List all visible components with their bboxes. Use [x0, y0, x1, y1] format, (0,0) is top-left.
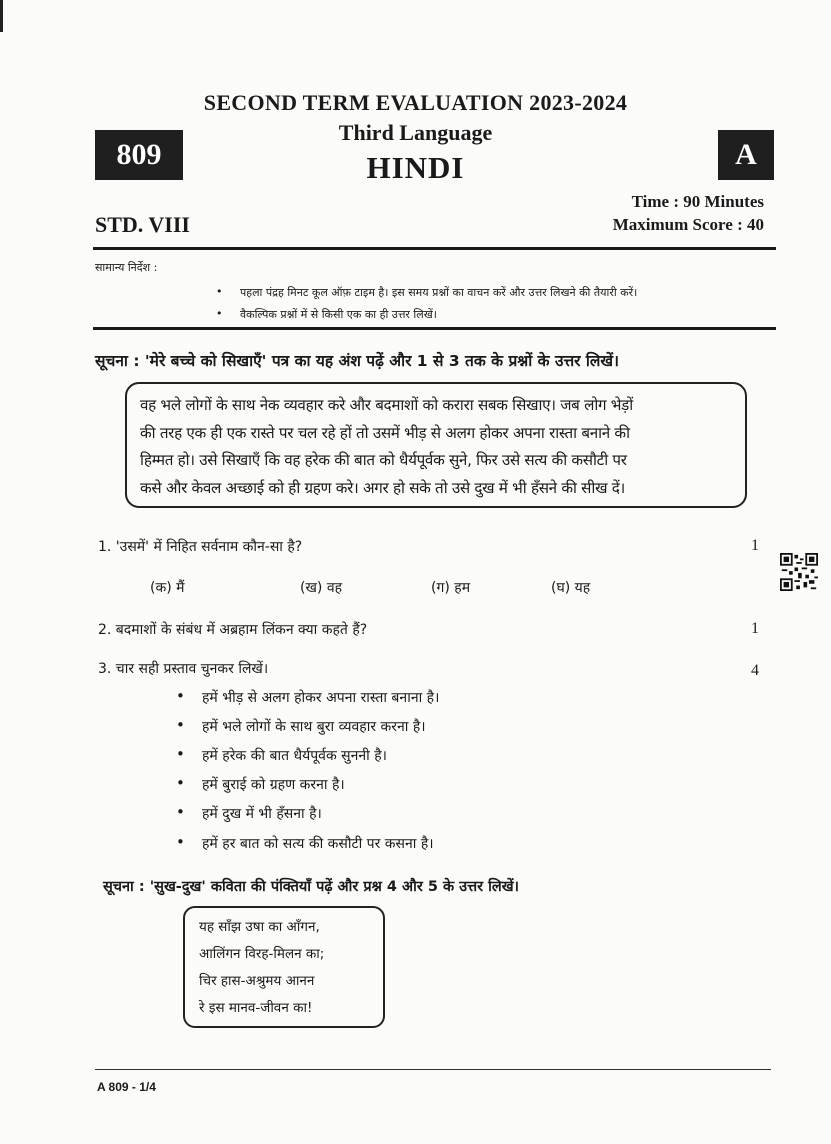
exam-title: SECOND TERM EVALUATION 2023-2024: [203, 90, 628, 115]
bullet-icon: •: [176, 803, 185, 821]
section1-notice: सूचना : 'मेरे बच्चे को सिखाएँ' पत्र का यह अंश पढ़ें और 1 से 3 तक के प्रश्नों के उत्तर लिखें।: [95, 352, 619, 370]
poem-line: चिर हास-अश्रुमय आनन: [199, 973, 315, 989]
qr-code-icon: [780, 553, 818, 591]
poem-line: यह साँझ उषा का आँगन,: [199, 919, 320, 935]
passage-box: [125, 382, 747, 508]
bullet-icon: •: [176, 833, 185, 851]
passage-line: कसे और केवल अच्छाई को ही ग्रहण करे। अगर हो सके तो उसे दुख में भी हँसने की सीख दें।: [140, 478, 625, 497]
bullet-icon: •: [176, 687, 185, 705]
language-level: Third Language: [338, 120, 493, 145]
time-allowed: Time : 90 Minutes: [631, 192, 764, 211]
subject-title: HINDI: [366, 150, 465, 185]
question-1-marks: 1: [751, 537, 759, 554]
scan-edge-mark: [0, 0, 3, 32]
bullet-icon: •: [176, 745, 185, 763]
bullet-icon: •: [176, 774, 185, 792]
question-3-marks: 4: [751, 662, 759, 679]
page-label: A 809 - 1/4: [97, 1080, 156, 1094]
question-1: 1. 'उसमें' में निहित सर्वनाम कौन-सा है?: [98, 539, 303, 555]
question-2-marks: 1: [751, 620, 759, 637]
poem-box: [183, 906, 385, 1028]
q1-option-gha: (घ) यह: [551, 580, 591, 596]
poem-line: आलिंगन विरह-मिलन का;: [199, 946, 325, 962]
poem-line: रे इस मानव-जीवन का!: [199, 1000, 313, 1016]
general-instructions-label: सामान्य निर्देश :: [95, 261, 158, 274]
passage-line: की तरह एक ही एक रास्ते पर चल रहे हों तो उसमें भीड़ से अलग होकर अपना रास्ता बनाने की: [140, 423, 630, 442]
paper-code-badge: 809: [95, 130, 183, 180]
question-3: 3. चार सही प्रस्ताव चुनकर लिखें।: [98, 661, 269, 677]
q1-option-ka: (क) मैं: [150, 580, 185, 596]
header-rule: [93, 247, 776, 250]
q1-option-ga: (ग) हम: [431, 580, 471, 596]
section2-notice: सूचना : 'सुख-दुख' कविता की पंक्तियाँ पढ़ें और प्रश्न 4 और 5 के उत्तर लिखें।: [103, 879, 520, 895]
set-badge: A: [718, 130, 774, 180]
bullet-icon: •: [176, 716, 185, 734]
bullet-icon: •: [216, 285, 223, 298]
footer-rule: [95, 1069, 771, 1070]
maximum-score: Maximum Score : 40: [612, 215, 764, 234]
bullet-icon: •: [216, 307, 223, 320]
instructions-rule: [93, 327, 776, 330]
standard-label: STD. VIII: [95, 212, 190, 237]
question-2: 2. बदमाशों के संबंध में अब्रहाम लिंकन क्या कहते हैं?: [98, 622, 368, 638]
passage-line: हिम्मत हो। उसे सिखाएँ कि वह हरेक की बात को धैर्यपूर्वक सुने, फिर उसे सत्य की कसौटी पर: [140, 451, 627, 469]
q1-option-kha: (ख) वह: [300, 580, 343, 596]
passage-line: वह भले लोगों के साथ नेक व्यवहार करे और बदमाशों को करारा सबक सिखाए। जब लोग भेड़ों: [140, 396, 633, 414]
